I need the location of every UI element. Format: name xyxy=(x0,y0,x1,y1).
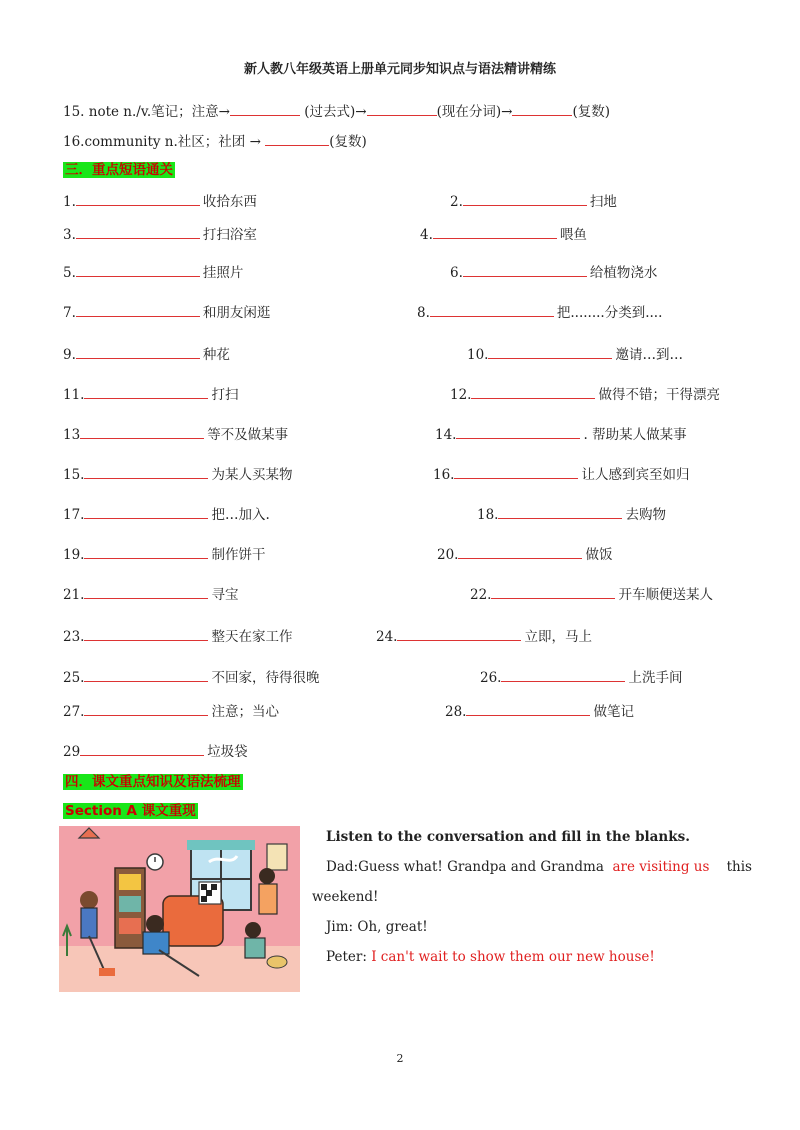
phrase-number: 18. xyxy=(477,507,499,523)
phrase-meaning: 和朋友闲逛 xyxy=(202,305,271,321)
phrase-item xyxy=(433,463,689,483)
phrase-meaning: 立即，马上 xyxy=(524,629,592,645)
phrase-blank[interactable] xyxy=(84,504,208,519)
phrase-item xyxy=(417,301,662,321)
dad-line-start: Dad:Guess what! Grandpa and Grandma xyxy=(326,859,604,875)
phrase-meaning: 去购物 xyxy=(625,507,666,523)
phrase-blank[interactable] xyxy=(76,262,200,277)
phrase-blank[interactable] xyxy=(458,544,582,559)
phrase-blank[interactable] xyxy=(76,302,200,317)
dad-line xyxy=(326,852,752,882)
phrase-blank[interactable] xyxy=(84,464,208,479)
phrase-number: 9. xyxy=(63,347,76,363)
page-number: 2 xyxy=(396,1052,404,1065)
phrase-number: 4. xyxy=(420,227,433,243)
phrase-meaning: 为某人买某物 xyxy=(211,467,293,483)
blank-plural-16[interactable] xyxy=(265,131,329,146)
phrase-number: 26. xyxy=(480,670,502,686)
dad-line-cont: weekend! xyxy=(312,889,379,905)
phrase-number: 25. xyxy=(63,670,85,686)
phrase-meaning: 收拾东西 xyxy=(202,194,257,210)
phrase-blank[interactable] xyxy=(463,262,587,277)
phrase-meaning: 整天在家工作 xyxy=(211,629,293,645)
phrase-item xyxy=(470,583,713,603)
vocab-16-plural: (复数) xyxy=(329,134,367,150)
vocab-line-16 xyxy=(63,130,367,150)
phrase-blank[interactable] xyxy=(84,384,208,399)
phrase-meaning: 垃圾袋 xyxy=(207,744,248,760)
section-4-heading: 四．课文重点知识及语法梳理 xyxy=(65,774,241,790)
phrase-meaning: 不回家，待得很晚 xyxy=(211,670,320,686)
phrase-item xyxy=(63,666,319,686)
phrase-meaning: . 帮助某人做某事 xyxy=(583,427,687,443)
phrase-blank[interactable] xyxy=(76,224,200,239)
peter-answer: I can't wait to show them our new house! xyxy=(371,949,655,965)
peter-line xyxy=(326,942,655,972)
phrase-blank[interactable] xyxy=(397,626,521,641)
phrase-number: 19. xyxy=(63,547,85,563)
phrase-blank[interactable] xyxy=(84,701,208,716)
phrase-number: 10. xyxy=(467,347,489,363)
phrase-blank[interactable] xyxy=(80,424,204,439)
phrase-meaning: 开车顺便送某人 xyxy=(618,587,713,603)
phrase-meaning: 寻宝 xyxy=(211,587,239,603)
phrase-number: 28. xyxy=(445,704,467,720)
phrase-number: 14. xyxy=(435,427,457,443)
phrase-meaning: 制作饼干 xyxy=(211,547,266,563)
phrase-item xyxy=(63,503,270,523)
phrase-meaning: 扫地 xyxy=(589,194,617,210)
phrase-meaning: 把…加入. xyxy=(211,507,270,523)
phrase-blank[interactable] xyxy=(501,667,625,682)
phrase-number: 11. xyxy=(63,387,85,403)
phrase-meaning: 做得不错；干得漂亮 xyxy=(598,387,720,403)
phrase-number: 6. xyxy=(450,265,463,281)
phrase-item xyxy=(450,190,617,210)
phrase-blank[interactable] xyxy=(491,584,615,599)
phrase-item xyxy=(63,740,248,760)
phrase-blank[interactable] xyxy=(488,344,612,359)
phrase-number: 24. xyxy=(376,629,398,645)
blank-ing[interactable] xyxy=(367,101,437,116)
phrase-number: 2. xyxy=(450,194,463,210)
phrase-meaning: 等不及做某事 xyxy=(207,427,289,443)
phrase-item xyxy=(480,666,682,686)
phrase-item xyxy=(63,423,288,443)
phrase-meaning: 做饭 xyxy=(585,547,613,563)
phrase-meaning: 做笔记 xyxy=(593,704,634,720)
phrase-meaning: 把........分类到.... xyxy=(556,305,663,321)
phrase-number: 23. xyxy=(63,629,85,645)
phrase-meaning: 注意；当心 xyxy=(211,704,279,720)
section-3-heading: 三．重点短语通关 xyxy=(65,162,173,178)
illustration-svg xyxy=(59,826,300,992)
blank-past[interactable] xyxy=(230,101,300,116)
phrase-blank[interactable] xyxy=(430,302,554,317)
dad-line-end: this xyxy=(726,859,752,875)
phrase-blank[interactable] xyxy=(471,384,595,399)
phrase-item xyxy=(63,301,270,321)
phrase-number: 16. xyxy=(433,467,455,483)
phrase-item xyxy=(63,383,238,403)
phrase-number: 27. xyxy=(63,704,85,720)
phrase-number: 12. xyxy=(450,387,472,403)
phrase-meaning: 让人感到宾至如归 xyxy=(581,467,690,483)
phrase-item xyxy=(63,463,292,483)
phrase-meaning: 喂鱼 xyxy=(559,227,587,243)
peter-label: Peter: xyxy=(326,949,367,965)
phrase-item xyxy=(450,383,720,403)
phrase-number: 7. xyxy=(63,305,76,321)
phrase-meaning: 邀请…到… xyxy=(615,347,683,363)
phrase-number: 3. xyxy=(63,227,76,243)
phrase-blank[interactable] xyxy=(84,667,208,682)
blank-plural[interactable] xyxy=(512,101,572,116)
phrase-number: 21. xyxy=(63,587,85,603)
phrase-blank[interactable] xyxy=(76,344,200,359)
family-cleaning-illustration xyxy=(59,826,300,992)
phrase-blank[interactable] xyxy=(454,464,578,479)
phrase-item xyxy=(63,543,265,563)
phrase-blank[interactable] xyxy=(80,741,204,756)
phrase-blank[interactable] xyxy=(466,701,590,716)
phrase-item xyxy=(477,503,666,523)
phrase-meaning: 种花 xyxy=(202,347,230,363)
vocab-15-ing: (现在分词)→ xyxy=(436,104,513,120)
phrase-item xyxy=(445,700,634,720)
phrase-number: 22. xyxy=(470,587,492,603)
phrase-item xyxy=(63,583,238,603)
jim-line: Jim: Oh, great! xyxy=(326,919,428,935)
phrase-item xyxy=(435,423,687,443)
phrase-meaning: 打扫 xyxy=(211,387,239,403)
phrase-item xyxy=(450,261,657,281)
phrase-item xyxy=(63,261,243,281)
phrase-item xyxy=(376,625,592,645)
phrase-blank[interactable] xyxy=(498,504,622,519)
phrase-meaning: 打扫浴室 xyxy=(202,227,257,243)
phrase-number: 17. xyxy=(63,507,85,523)
phrase-number: 1. xyxy=(63,194,76,210)
phrase-item xyxy=(63,190,257,210)
phrase-meaning: 上洗手间 xyxy=(628,670,683,686)
phrase-number: 5. xyxy=(63,265,76,281)
phrase-blank[interactable] xyxy=(463,191,587,206)
section-a-heading: Section A 课文重现 xyxy=(65,803,196,819)
phrase-blank[interactable] xyxy=(84,544,208,559)
phrase-item xyxy=(63,625,292,645)
phrase-blank[interactable] xyxy=(84,584,208,599)
phrase-number: 8. xyxy=(417,305,430,321)
phrase-blank[interactable] xyxy=(84,626,208,641)
vocab-15-plural: (复数) xyxy=(572,104,611,120)
phrase-blank[interactable] xyxy=(76,191,200,206)
phrase-number: 29 xyxy=(63,744,81,760)
phrase-blank[interactable] xyxy=(433,224,557,239)
dad-answer: are visiting us xyxy=(612,859,710,875)
phrase-meaning: 给植物浇水 xyxy=(589,265,658,281)
vocab-line-15 xyxy=(63,100,610,120)
phrase-item xyxy=(63,343,230,363)
phrase-number: 20. xyxy=(437,547,459,563)
vocab-15-prefix: 15. note n./v.笔记；注意→ xyxy=(63,104,230,120)
phrase-blank[interactable] xyxy=(456,424,580,439)
phrase-item xyxy=(63,223,257,243)
vocab-15-past: (过去式)→ xyxy=(304,104,367,120)
vocab-16-prefix: 16.community n.社区；社团 → xyxy=(63,134,261,150)
phrase-meaning: 挂照片 xyxy=(202,265,244,281)
phrase-item xyxy=(63,700,279,720)
listening-instruction: Listen to the conversation and fill in the blanks. xyxy=(326,829,690,845)
phrase-item xyxy=(467,343,683,363)
phrase-number: 13 xyxy=(63,427,81,443)
page-title: 新人教八年级英语上册单元同步知识点与语法精讲精练 xyxy=(243,62,556,77)
phrase-item xyxy=(420,223,587,243)
phrase-item xyxy=(437,543,612,563)
phrase-number: 15. xyxy=(63,467,85,483)
